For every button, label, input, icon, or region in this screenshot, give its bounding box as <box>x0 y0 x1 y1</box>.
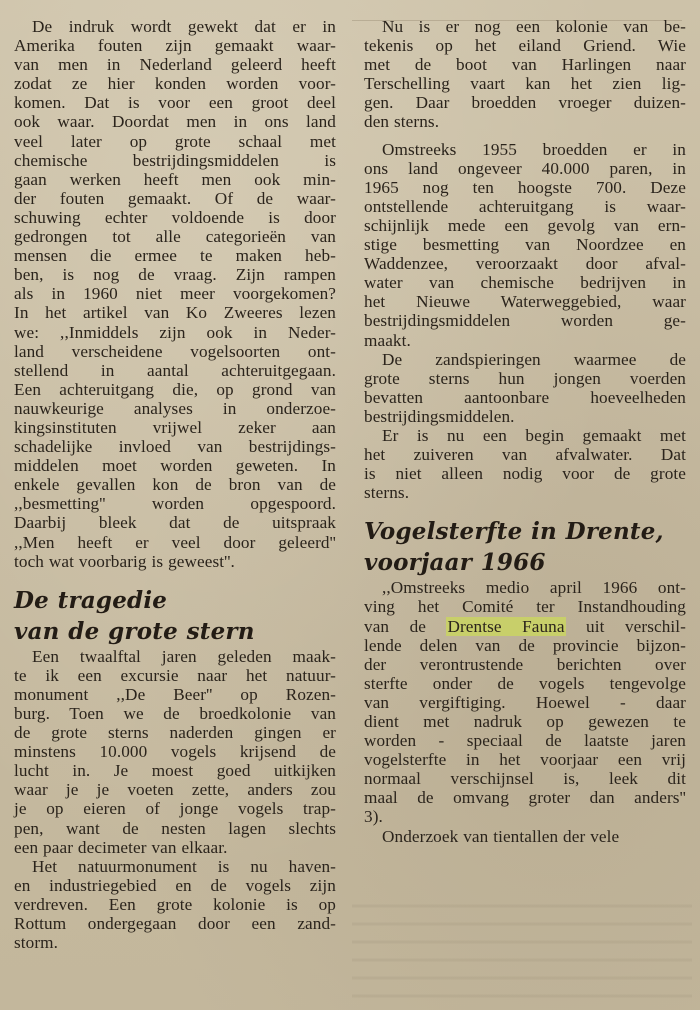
heading-line: Vogelsterfte in Drente, <box>364 518 664 546</box>
right-paragraph-2 <box>364 140 686 350</box>
text-line: gen. Daar broedden vroeger duizen- <box>364 93 686 113</box>
text-line: Nu is er nog een kolonie van be- <box>382 17 686 36</box>
text-line: grote sterns hun jongen voerden <box>364 368 686 388</box>
text-line: ,,besmetting'' worden opgespoord. <box>14 494 336 514</box>
text-line: 1965 nog ten hoogste 700. Deze <box>364 177 686 197</box>
text-line: met de boot van Harlingen naar <box>364 55 686 75</box>
text-line: komen. Dat is voor een groot deel <box>14 93 336 113</box>
text-line: In het artikel van Ko Zweeres lezen <box>14 303 336 323</box>
text-line: ons land ongeveer 40.000 paren, in <box>364 158 686 178</box>
text-line: Amerika fouten zijn gemaakt waar- <box>14 36 336 56</box>
faded-bleedthrough-text <box>352 890 692 1000</box>
text-line: als in 1960 niet meer voorgekomen? <box>14 284 336 304</box>
text-line: Daarbij bleek dat de uitspraak <box>14 513 336 533</box>
left-paragraph-1 <box>14 17 336 571</box>
highlighted-phrase: Drentse Fauna <box>447 616 565 636</box>
text-line: lucht in. Je moest goed uitkijken <box>14 761 336 781</box>
text-line: normaal verschijnsel is, leek dit <box>364 769 686 789</box>
text-line: maakt. <box>364 330 411 350</box>
text-line: stellend in aantal achteruitgegaan. <box>14 360 336 380</box>
text-line: nauwkeurige analyses in onderzoe- <box>14 398 336 418</box>
text-line: monument ,,De Beer'' op Rozen- <box>14 684 336 704</box>
text-line: pen, want de nesten lagen slechts <box>14 818 336 838</box>
text-line: veel later op grote schaal met <box>14 131 336 151</box>
text-line: het Nieuwe Waterweggebied, waar <box>364 292 686 312</box>
text-fragment: uit verschil- <box>565 616 686 636</box>
text-line: storm. <box>14 933 59 953</box>
text-line: kingsinstituten vrijwel zeker aan <box>14 417 336 437</box>
text-line: bevatten aantoonbare hoeveelheden <box>364 387 686 407</box>
text-line: zodat ze hier konden worden voor- <box>14 74 336 94</box>
text-line: de grote sterns naderden gingen er <box>14 723 336 743</box>
text-line: gaan werken heeft men ook min- <box>14 169 336 189</box>
right-paragraph-5 <box>364 578 686 826</box>
right-paragraph-1 <box>364 17 686 132</box>
text-line: ben, is nog de vraag. Zijn rampen <box>14 265 336 285</box>
text-line: Het natuurmonument is nu haven- <box>32 856 336 876</box>
text-line: bestrijdingsmiddelen. <box>364 406 515 426</box>
text-line: gedrongen tot alle categorieën van <box>14 227 336 247</box>
text-line: De indruk wordt gewekt dat er in <box>32 17 336 36</box>
text-line: burg. Toen we de broedkolonie van <box>14 704 336 723</box>
text-line: der fouten gemaakt. Of de waar- <box>14 188 336 208</box>
text-line: worden - speciaal de laatste jaren <box>364 731 686 751</box>
heading-line: voorjaar 1966 <box>364 549 546 577</box>
text-line: het zuiveren van afvalwater. Dat <box>364 445 686 465</box>
text-line: Terschelling vaart kan het zien lig- <box>364 74 686 94</box>
text-line: lende delen van de provincie bijzon- <box>364 635 686 655</box>
text-line: Onderzoek van tientallen der vele <box>382 826 620 846</box>
text-line: schadelijke invloed van bestrijdings- <box>14 437 336 457</box>
right-column <box>364 17 686 846</box>
text-line: Er is nu een begin gemaakt met <box>382 425 686 445</box>
text-line: water van chemische bedrijven in <box>364 273 686 293</box>
text-line: tekenis op het eiland Griend. Wie <box>364 36 686 56</box>
text-line: land verscheidene vogelsoorten ont- <box>14 341 336 361</box>
right-paragraph-4 <box>364 426 686 502</box>
text-line: ,,Omstreeks medio april 1966 ont- <box>382 578 686 598</box>
paragraph-rest <box>364 636 686 827</box>
text-line: enkele gevallen kon de bron van de <box>14 475 336 495</box>
text-line: Waddenzee, veroorzaakt door afval- <box>364 254 686 274</box>
text-fragment: van de <box>364 616 447 636</box>
text-line: De zandspieringen waarmee de <box>382 349 686 369</box>
text-line: is niet alleen nodig voor de grote <box>364 464 686 484</box>
text-line: den sterns. <box>364 112 440 132</box>
text-line: van vergiftiging. Hoewel - daar <box>364 692 686 712</box>
text-line-highlighted <box>364 617 686 636</box>
text-line: je op eieren of jonge vogels trap- <box>14 799 336 819</box>
text-line: schijnlijk mede een gevolg van ern- <box>364 215 686 235</box>
text-line: ontstellende achteruitgang is waar- <box>364 196 686 216</box>
text-line: ,,Men heeft er veel door geleerd'' <box>14 532 336 552</box>
text-line: dient met nadruk op gewezen te <box>364 712 686 731</box>
text-line: Omstreeks 1955 broedden er in <box>382 139 686 159</box>
text-line: vogelsterfte in het voorjaar een vrij <box>364 750 686 770</box>
text-line: ving het Comité ter Instandhouding <box>364 597 686 617</box>
text-line: minstens 10.000 vogels krijsend de <box>14 742 336 762</box>
text-line: Een achteruitgang die, op grond van <box>14 379 336 399</box>
left-paragraph-3 <box>14 857 336 952</box>
text-line: te ik een excursie naar het natuur- <box>14 665 336 685</box>
left-paragraph-2 <box>14 647 336 857</box>
text-line: een paar decimeter van elkaar. <box>14 837 228 857</box>
text-line: waar je je voeten zette, anders zou <box>14 780 336 800</box>
text-line: verdreven. Een grote kolonie is op <box>14 894 336 914</box>
text-line: chemische bestrijdingsmiddelen is <box>14 150 336 170</box>
text-line: bestrijdingsmiddelen worden ge- <box>364 311 686 331</box>
text-line: ook waar. Doordat men in ons land <box>14 112 336 132</box>
text-line: van men in Nederland geleerd heeft <box>14 55 336 75</box>
text-line: sterns. <box>364 483 410 503</box>
left-column <box>14 17 336 952</box>
text-line: toch wat voorbarig is geweest''. <box>14 551 235 571</box>
text-line: sterfte onder de vogels tengevolge <box>364 673 686 693</box>
text-line: Een twaalftal jaren geleden maak- <box>32 646 336 666</box>
text-line: Rottum ondergegaan door een zand- <box>14 914 336 934</box>
text-line: stige besmetting van Noordzee en <box>364 235 686 255</box>
text-line: mensen die ermee te maken heb- <box>14 246 336 266</box>
right-paragraph-3 <box>364 350 686 426</box>
text-line: en industriegebied en de vogels zijn <box>14 875 336 895</box>
heading-vogelsterfte <box>364 516 686 578</box>
text-line: maal de omvang groter dan anders'' <box>364 788 686 808</box>
heading-line: De tragedie <box>14 586 168 614</box>
text-line: der verontrustende berichten over <box>364 654 686 674</box>
heading-line: van de grote stern <box>14 617 255 645</box>
text-line: middelen moet worden geweten. In <box>14 456 336 476</box>
right-paragraph-6 <box>364 827 686 846</box>
text-line: schuwing echter voldoende is door <box>14 207 336 227</box>
heading-tragedie <box>14 585 336 647</box>
text-line: we: ,,Inmiddels zijn ook in Neder- <box>14 322 336 342</box>
text-line: 3). <box>364 807 383 827</box>
